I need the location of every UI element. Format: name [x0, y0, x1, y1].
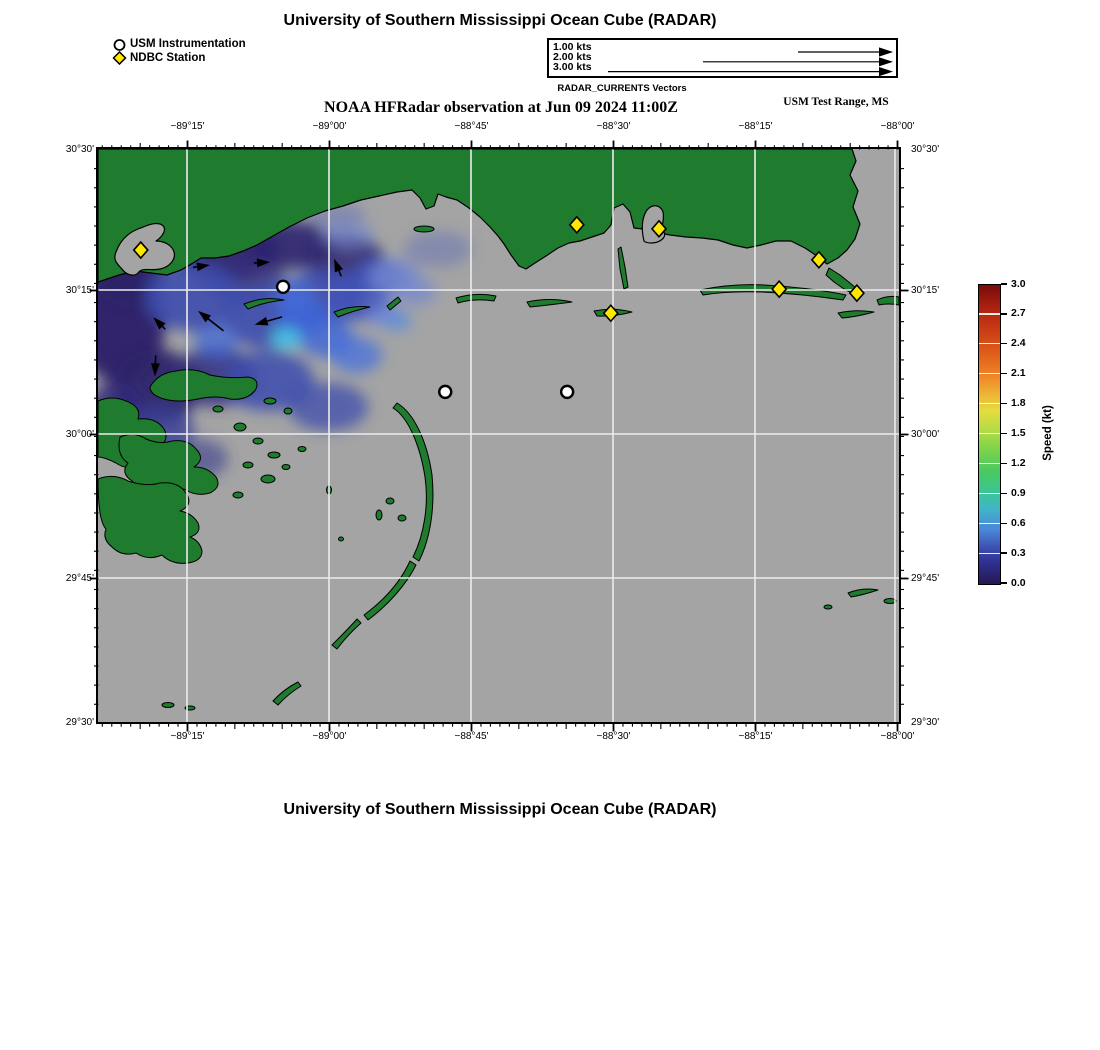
y-tick-label-left: 30°15': [65, 284, 94, 296]
colorbar-tick: [1001, 433, 1007, 434]
colorbar-separator: [979, 493, 1000, 494]
colorbar-tick-label: 0.3: [1011, 546, 1026, 559]
colorbar-separator: [979, 373, 1000, 374]
x-tick-label-bottom: −88°00': [880, 731, 915, 742]
colorbar-tick-label: 1.5: [1011, 427, 1026, 439]
usm-instrumentation-marker: [561, 386, 573, 398]
colorbar-title: Speed (kt): [1042, 405, 1054, 461]
colorbar-tick: [1001, 552, 1007, 553]
x-tick-label-bottom: −88°45': [454, 731, 489, 742]
y-tick-label-left: 29°45': [65, 572, 94, 584]
colorbar-tick-label: 0.6: [1011, 516, 1026, 529]
colorbar-separator: [979, 433, 1000, 434]
footer-title: University of Southern Mississippi Ocean Cube (RADAR): [283, 801, 717, 818]
colorbar-tick: [1001, 493, 1007, 494]
colorbar-tick: [1001, 582, 1007, 583]
x-tick-label-top: −88°45': [454, 121, 489, 132]
scale-arrows: [549, 40, 896, 76]
colorbar-tick: [1001, 343, 1007, 344]
colorbar: [978, 284, 1001, 585]
scale-label-3kt: 3.00 kts: [553, 61, 592, 73]
colorbar-separator: [979, 343, 1000, 344]
y-tick-label-right: 30°00': [911, 428, 940, 440]
y-tick-label-right: 29°30': [911, 716, 940, 728]
legend-label-usm: USM Instrumentation: [130, 38, 246, 50]
colorbar-separator: [979, 553, 1000, 554]
y-tick-label-left: 30°00': [65, 428, 94, 440]
y-tick-label-right: 29°45': [911, 572, 940, 584]
region-label: USM Test Range, MS: [783, 96, 889, 108]
x-tick-label-top: −89°00': [312, 121, 347, 132]
colorbar-tick: [1001, 313, 1007, 314]
colorbar-tick-label: 3.0: [1011, 277, 1026, 290]
colorbar-tick-label: 2.1: [1011, 367, 1026, 380]
ndbc-station-icon: [112, 51, 127, 65]
colorbar-tick: [1001, 283, 1007, 284]
x-tick-label-top: −88°15': [738, 121, 773, 132]
colorbar-tick: [1001, 403, 1007, 404]
colorbar-tick: [1001, 523, 1007, 524]
y-tick-label-left: 29°30': [65, 716, 94, 728]
current-vector-tail: [193, 267, 197, 268]
colorbar-tick: [1001, 463, 1007, 464]
colorbar-separator: [979, 523, 1000, 524]
colorbar-separator: [979, 313, 1000, 314]
colorbar-tick: [1001, 373, 1007, 374]
colorbar-tick-label: 0.0: [1011, 576, 1026, 589]
scale-arrow-head: [879, 57, 893, 66]
map-area: [96, 147, 901, 724]
usm-instrumentation-marker: [439, 386, 451, 398]
y-tick-label-right: 30°30': [911, 143, 940, 155]
legend-label-ndbc: NDBC Station: [130, 52, 206, 64]
page-title: University of Southern Mississippi Ocean Cube (RADAR): [283, 12, 717, 29]
x-tick-label-bottom: −88°15': [738, 731, 773, 742]
usm-instrumentation-icon: [112, 37, 127, 51]
scale-label-2kt: 2.00 kts: [553, 51, 592, 63]
colorbar-tick-label: 1.2: [1011, 456, 1026, 469]
x-tick-label-top: −88°00': [880, 121, 915, 132]
colorbar-separator: [979, 463, 1000, 464]
scale-arrow-head: [879, 47, 893, 56]
scale-arrow-head: [879, 67, 893, 76]
scale-label-1kt: 1.00 kts: [553, 41, 592, 53]
y-tick-label-right: 30°15': [911, 284, 940, 296]
y-tick-label-left: 30°30': [65, 143, 94, 155]
map-legend: [112, 37, 246, 65]
vector-scale-caption: RADAR_CURRENTS Vectors: [557, 83, 687, 94]
usm-instrumentation-marker: [277, 281, 289, 293]
map-canvas: [98, 149, 899, 722]
colorbar-tick-label: 1.8: [1011, 397, 1026, 410]
vector-scale-box: [547, 38, 898, 78]
legend-row-ndbc: [112, 51, 246, 65]
x-tick-label-top: −88°30': [596, 121, 631, 132]
x-tick-label-bottom: −89°00': [312, 731, 347, 742]
x-tick-label-bottom: −89°15': [170, 731, 205, 742]
colorbar-tick-label: 2.7: [1011, 307, 1026, 320]
colorbar-tick-label: 2.4: [1011, 337, 1026, 350]
x-tick-label-bottom: −88°30': [596, 731, 631, 742]
observation-subtitle: NOAA HFRadar observation at Jun 09 2024 11:00Z: [324, 99, 678, 116]
x-tick-label-top: −89°15': [170, 121, 205, 132]
legend-row-usm: [112, 37, 246, 51]
colorbar-tick-label: 0.9: [1011, 486, 1026, 499]
colorbar-separator: [979, 403, 1000, 404]
